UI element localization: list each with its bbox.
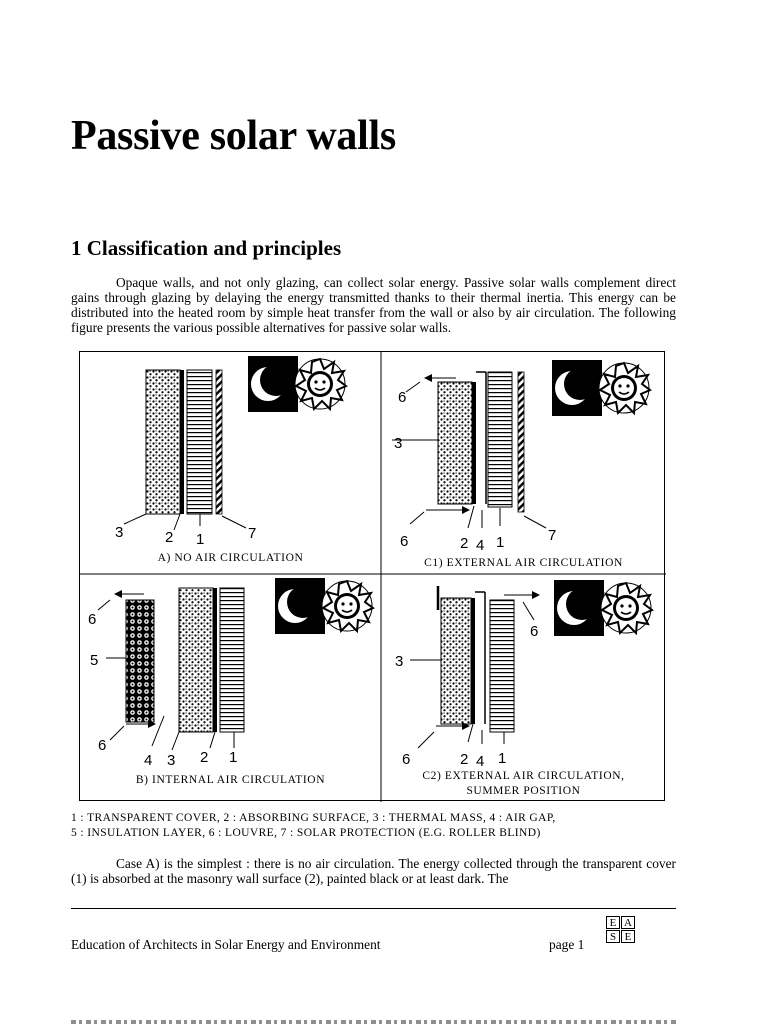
panel-c2-label-4: 4 bbox=[476, 753, 485, 770]
panel-b-label-6-bottom: 6 bbox=[98, 737, 107, 754]
page-title: Passive solar walls bbox=[71, 113, 396, 159]
panel-a-drawing bbox=[124, 356, 346, 530]
panel-c2-drawing bbox=[410, 580, 652, 748]
panel-c1-label-1: 1 bbox=[496, 534, 505, 551]
panel-b-label-3: 3 bbox=[167, 752, 176, 769]
panel-c1-caption: C1) EXTERNAL AIR CIRCULATION bbox=[424, 557, 623, 569]
figure-legend bbox=[71, 811, 556, 841]
intro-text: Opaque walls, and not only glazing, can collect solar energy. Passive solar walls complement direct gains through glazing by delaying the energy transmitted thanks to their thermal inertia. This energy can be distributed into the heated room by simple heat transfer from the wall or also by air circulation. The following figure presents the various possible alternatives for passive solar walls. bbox=[71, 275, 676, 335]
panel-c1-label-6-bottom: 6 bbox=[400, 533, 409, 550]
panel-c1-label-3: 3 bbox=[394, 435, 403, 452]
easE-logo bbox=[606, 916, 636, 943]
panel-c1-label-6-top: 6 bbox=[398, 389, 407, 406]
logo-letter-e2: E bbox=[621, 930, 635, 943]
panel-b-label-2: 2 bbox=[200, 749, 209, 766]
figure-drawing bbox=[80, 352, 666, 802]
panel-b-label-1: 1 bbox=[229, 749, 238, 766]
logo-letter-s: S bbox=[606, 930, 620, 943]
panel-a-caption: A) NO AIR CIRCULATION bbox=[157, 552, 304, 564]
case-text: Case A) is the simplest : there is no air circulation. The energy collected through the transparent cover (1) is absorbed at the masonry wall surface (2), painted black or at least dark. The bbox=[71, 856, 676, 886]
panel-c2-label-6-top: 6 bbox=[530, 623, 539, 640]
panel-a-label-2: 2 bbox=[165, 529, 174, 546]
panel-c1-label-7: 7 bbox=[548, 527, 557, 544]
panel-a-label-7: 7 bbox=[248, 525, 257, 542]
panel-c1-label-4: 4 bbox=[476, 537, 485, 554]
footer-title: Education of Architects in Solar Energy and Environment bbox=[71, 937, 381, 952]
legend-line-1: 1 : TRANSPARENT COVER, 2 : ABSORBING SURFACE, 3 : THERMAL MASS, 4 : AIR GAP, bbox=[71, 812, 556, 824]
panel-c2-label-3: 3 bbox=[395, 653, 404, 670]
case-paragraph bbox=[71, 856, 676, 886]
panel-c2-label-2: 2 bbox=[460, 751, 469, 768]
panel-b-label-5: 5 bbox=[90, 652, 99, 669]
panel-c1-label-2: 2 bbox=[460, 535, 469, 552]
panel-c2-caption-line1: C2) EXTERNAL AIR CIRCULATION, bbox=[422, 770, 625, 782]
next-page-cut-text bbox=[71, 1017, 676, 1024]
solar-walls-figure bbox=[79, 351, 665, 801]
panel-b-label-6-top: 6 bbox=[88, 611, 97, 628]
panel-b-label-4: 4 bbox=[144, 752, 153, 769]
legend-line-2: 5 : INSULATION LAYER, 6 : LOUVRE, 7 : SOLAR PROTECTION (E.G. ROLLER BLIND) bbox=[71, 827, 541, 839]
panel-a-label-1: 1 bbox=[196, 531, 205, 548]
page-number: page 1 bbox=[549, 937, 585, 952]
logo-letter-a: A bbox=[621, 916, 635, 929]
panel-c1-drawing bbox=[392, 360, 650, 528]
panel-c2-label-1: 1 bbox=[498, 750, 507, 767]
panel-a-label-3: 3 bbox=[115, 524, 124, 541]
panel-c2-caption-line2: SUMMER POSITION bbox=[466, 785, 581, 797]
section-heading: 1 Classification and principles bbox=[71, 236, 342, 260]
panel-c2-label-6-bottom: 6 bbox=[402, 751, 411, 768]
intro-paragraph bbox=[71, 275, 676, 335]
logo-letter-e: E bbox=[606, 916, 620, 929]
panel-b-drawing bbox=[98, 578, 373, 750]
footer-rule bbox=[71, 908, 676, 909]
panel-b-caption: B) INTERNAL AIR CIRCULATION bbox=[135, 774, 326, 786]
